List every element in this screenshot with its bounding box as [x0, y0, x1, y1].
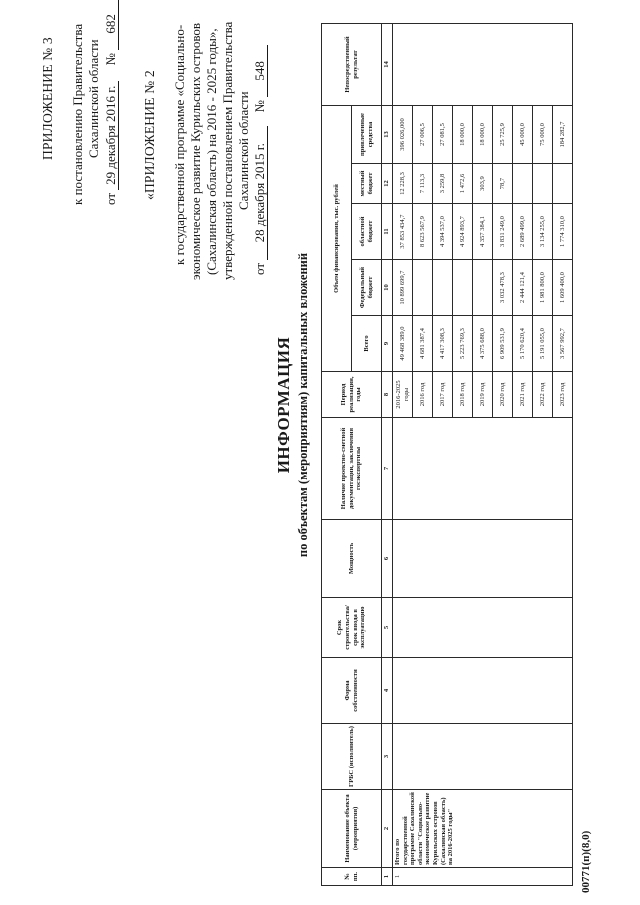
local-cell: 3 259,8: [433, 164, 453, 204]
header-grbs: ГРБС (исполнитель): [322, 724, 382, 790]
appendix3-title: ПРИЛОЖЕНИЕ № 3: [40, 37, 55, 160]
federal-cell: 2 444 121,4: [513, 260, 533, 316]
period-cell: 2023 год: [553, 372, 573, 418]
local-cell: 7 113,3: [413, 164, 433, 204]
federal-cell: 1 981 800,0: [533, 260, 553, 316]
appendix3-date: 29 декабря 2016 г.: [103, 81, 119, 190]
appendix3-line1: к постановлению Правительства: [70, 23, 85, 205]
local-cell: 303,9: [473, 164, 493, 204]
local-cell: 78,7: [493, 164, 513, 204]
local-cell: [513, 164, 533, 204]
federal-cell: 3 032 478,3: [493, 260, 513, 316]
appendix2-line1: к государственной программе «Социально-: [172, 24, 187, 265]
regional-cell: 4 924 893,7: [453, 204, 473, 260]
local-cell: [533, 164, 553, 204]
total-cell: 4 417 308,3: [433, 316, 453, 372]
program-name-cell: Итого по государственной программе Сахалинской области "Социально-экономическое развитие Курильских островов (Сахалинская область) на 2016-2025 годы": [393, 790, 573, 868]
regional-cell: 37 853 434,7: [393, 204, 413, 260]
local-cell: 1 472,6: [453, 164, 473, 204]
date-prefix: от: [103, 192, 118, 205]
federal-cell: 1 609 400,0: [553, 260, 573, 316]
docs-cell: [393, 418, 573, 520]
col-number: 8: [382, 372, 393, 418]
federal-cell: 10 899 699,7: [393, 260, 413, 316]
col-number: 1: [382, 868, 393, 886]
col-number: 12: [382, 164, 393, 204]
appendix3-number: 682: [103, 0, 119, 50]
appendix2-line3: (Сахалинская область) на 2016 - 2025 годы»,: [204, 28, 219, 275]
col-number: 11: [382, 204, 393, 260]
extra-cell: 18 000,0: [473, 106, 493, 164]
regional-cell: 2 689 499,0: [513, 204, 533, 260]
regional-cell: 4 357 384,1: [473, 204, 493, 260]
appendix2-line5: Сахалинской области: [236, 91, 251, 210]
col-number: 14: [382, 24, 393, 106]
extra-cell: 27 081,5: [433, 106, 453, 164]
extra-cell: 18 000,0: [453, 106, 473, 164]
document-code: 00771(п)(8,0): [580, 830, 592, 893]
extra-cell: 45 000,0: [513, 106, 533, 164]
extra-cell: 75 000,0: [533, 106, 553, 164]
header-capacity: Мощность: [322, 520, 382, 598]
total-cell: 49 468 389,0: [393, 316, 413, 372]
period-cell: 2016-2025 годы: [393, 372, 413, 418]
col-number: 7: [382, 418, 393, 520]
header-local: местный бюджет: [352, 164, 382, 204]
total-cell: 4 375 688,0: [473, 316, 493, 372]
local-cell: [553, 164, 573, 204]
col-number: 6: [382, 520, 393, 598]
date-prefix: от: [252, 262, 267, 275]
table-header-row: [322, 24, 352, 886]
result-cell: [393, 24, 573, 106]
appendix2-line4: утвержденной постановлением Правительства: [220, 21, 235, 280]
header-regional: областной бюджет: [352, 204, 382, 260]
col-number: 13: [382, 106, 393, 164]
capital-investments-table: [321, 23, 573, 886]
regional-cell: 4 394 537,0: [433, 204, 453, 260]
number-prefix: №: [103, 53, 118, 66]
col-number: 4: [382, 658, 393, 724]
regional-cell: 3 134 255,0: [533, 204, 553, 260]
appendix2-date-line: [252, 45, 268, 275]
total-cell: 5 170 620,4: [513, 316, 533, 372]
extra-cell: 27 006,5: [413, 106, 433, 164]
header-num: № пп.: [322, 868, 382, 886]
col-number: 5: [382, 598, 393, 658]
col-number: 9: [382, 316, 393, 372]
period-cell: 2020 год: [493, 372, 513, 418]
grbs-cell: [393, 724, 573, 790]
info-subtitle: по объектам (мероприятиям) капитальных вложений: [296, 252, 310, 558]
appendix3-date-line: [103, 0, 119, 205]
federal-cell: [433, 260, 453, 316]
period-cell: 2017 год: [433, 372, 453, 418]
total-cell: 6 909 531,9: [493, 316, 513, 372]
capacity-cell: [393, 520, 573, 598]
header-form: Форма собственности: [322, 658, 382, 724]
total-cell: 5 223 769,3: [453, 316, 473, 372]
header-extra: привлеченные средства: [352, 106, 382, 164]
table-row: [393, 24, 413, 886]
appendix2-number: 548: [252, 45, 268, 97]
header-docs: Наличие проектно-сметной документации, заключения госэкспертизы: [322, 418, 382, 520]
appendix2-date: 28 декабря 2015 г.: [252, 126, 268, 260]
federal-cell: [413, 260, 433, 316]
federal-cell: [453, 260, 473, 316]
term-cell: [393, 598, 573, 658]
regional-cell: 1 774 310,0: [553, 204, 573, 260]
form-cell: [393, 658, 573, 724]
period-cell: 2022 год: [533, 372, 553, 418]
number-prefix: №: [252, 100, 267, 113]
extra-cell: 184 282,7: [553, 106, 573, 164]
appendix2-title: «ПРИЛОЖЕНИЕ № 2: [142, 70, 157, 200]
period-cell: 2018 год: [453, 372, 473, 418]
header-name: Наименование объекта (мероприятия): [322, 790, 382, 868]
total-cell: 3 567 992,7: [553, 316, 573, 372]
col-number: 2: [382, 790, 393, 868]
info-title: ИНФОРМАЦИЯ: [274, 336, 293, 474]
appendix3-line2: Сахалинской области: [86, 39, 101, 158]
header-period: Период реализации, годы: [322, 372, 382, 418]
header-term: Срок строительства/ срок ввода в эксплуатацию: [322, 598, 382, 658]
header-funding: Объем финансирования, тыс. рублей: [322, 106, 352, 372]
period-cell: 2021 год: [513, 372, 533, 418]
local-cell: 12 228,3: [393, 164, 413, 204]
extra-cell: 25 725,9: [493, 106, 513, 164]
row-number: 1: [393, 868, 573, 886]
period-cell: 2019 год: [473, 372, 493, 418]
header-federal: Федеральный бюджет: [352, 260, 382, 316]
regional-cell: 8 623 567,9: [413, 204, 433, 260]
regional-cell: 3 831 249,0: [493, 204, 513, 260]
extra-cell: 396 026,000: [393, 106, 413, 164]
period-cell: 2016 год: [413, 372, 433, 418]
header-total: Всего: [352, 316, 382, 372]
total-cell: 4 681 387,4: [413, 316, 433, 372]
col-number: 10: [382, 260, 393, 316]
federal-cell: [473, 260, 493, 316]
header-result: Непосредственный результат: [322, 24, 382, 106]
column-numbers-row: [382, 24, 393, 886]
appendix2-line2: экономическое развитие Курильских островов: [188, 22, 203, 280]
total-cell: 5 191 055,0: [533, 316, 553, 372]
col-number: 3: [382, 724, 393, 790]
